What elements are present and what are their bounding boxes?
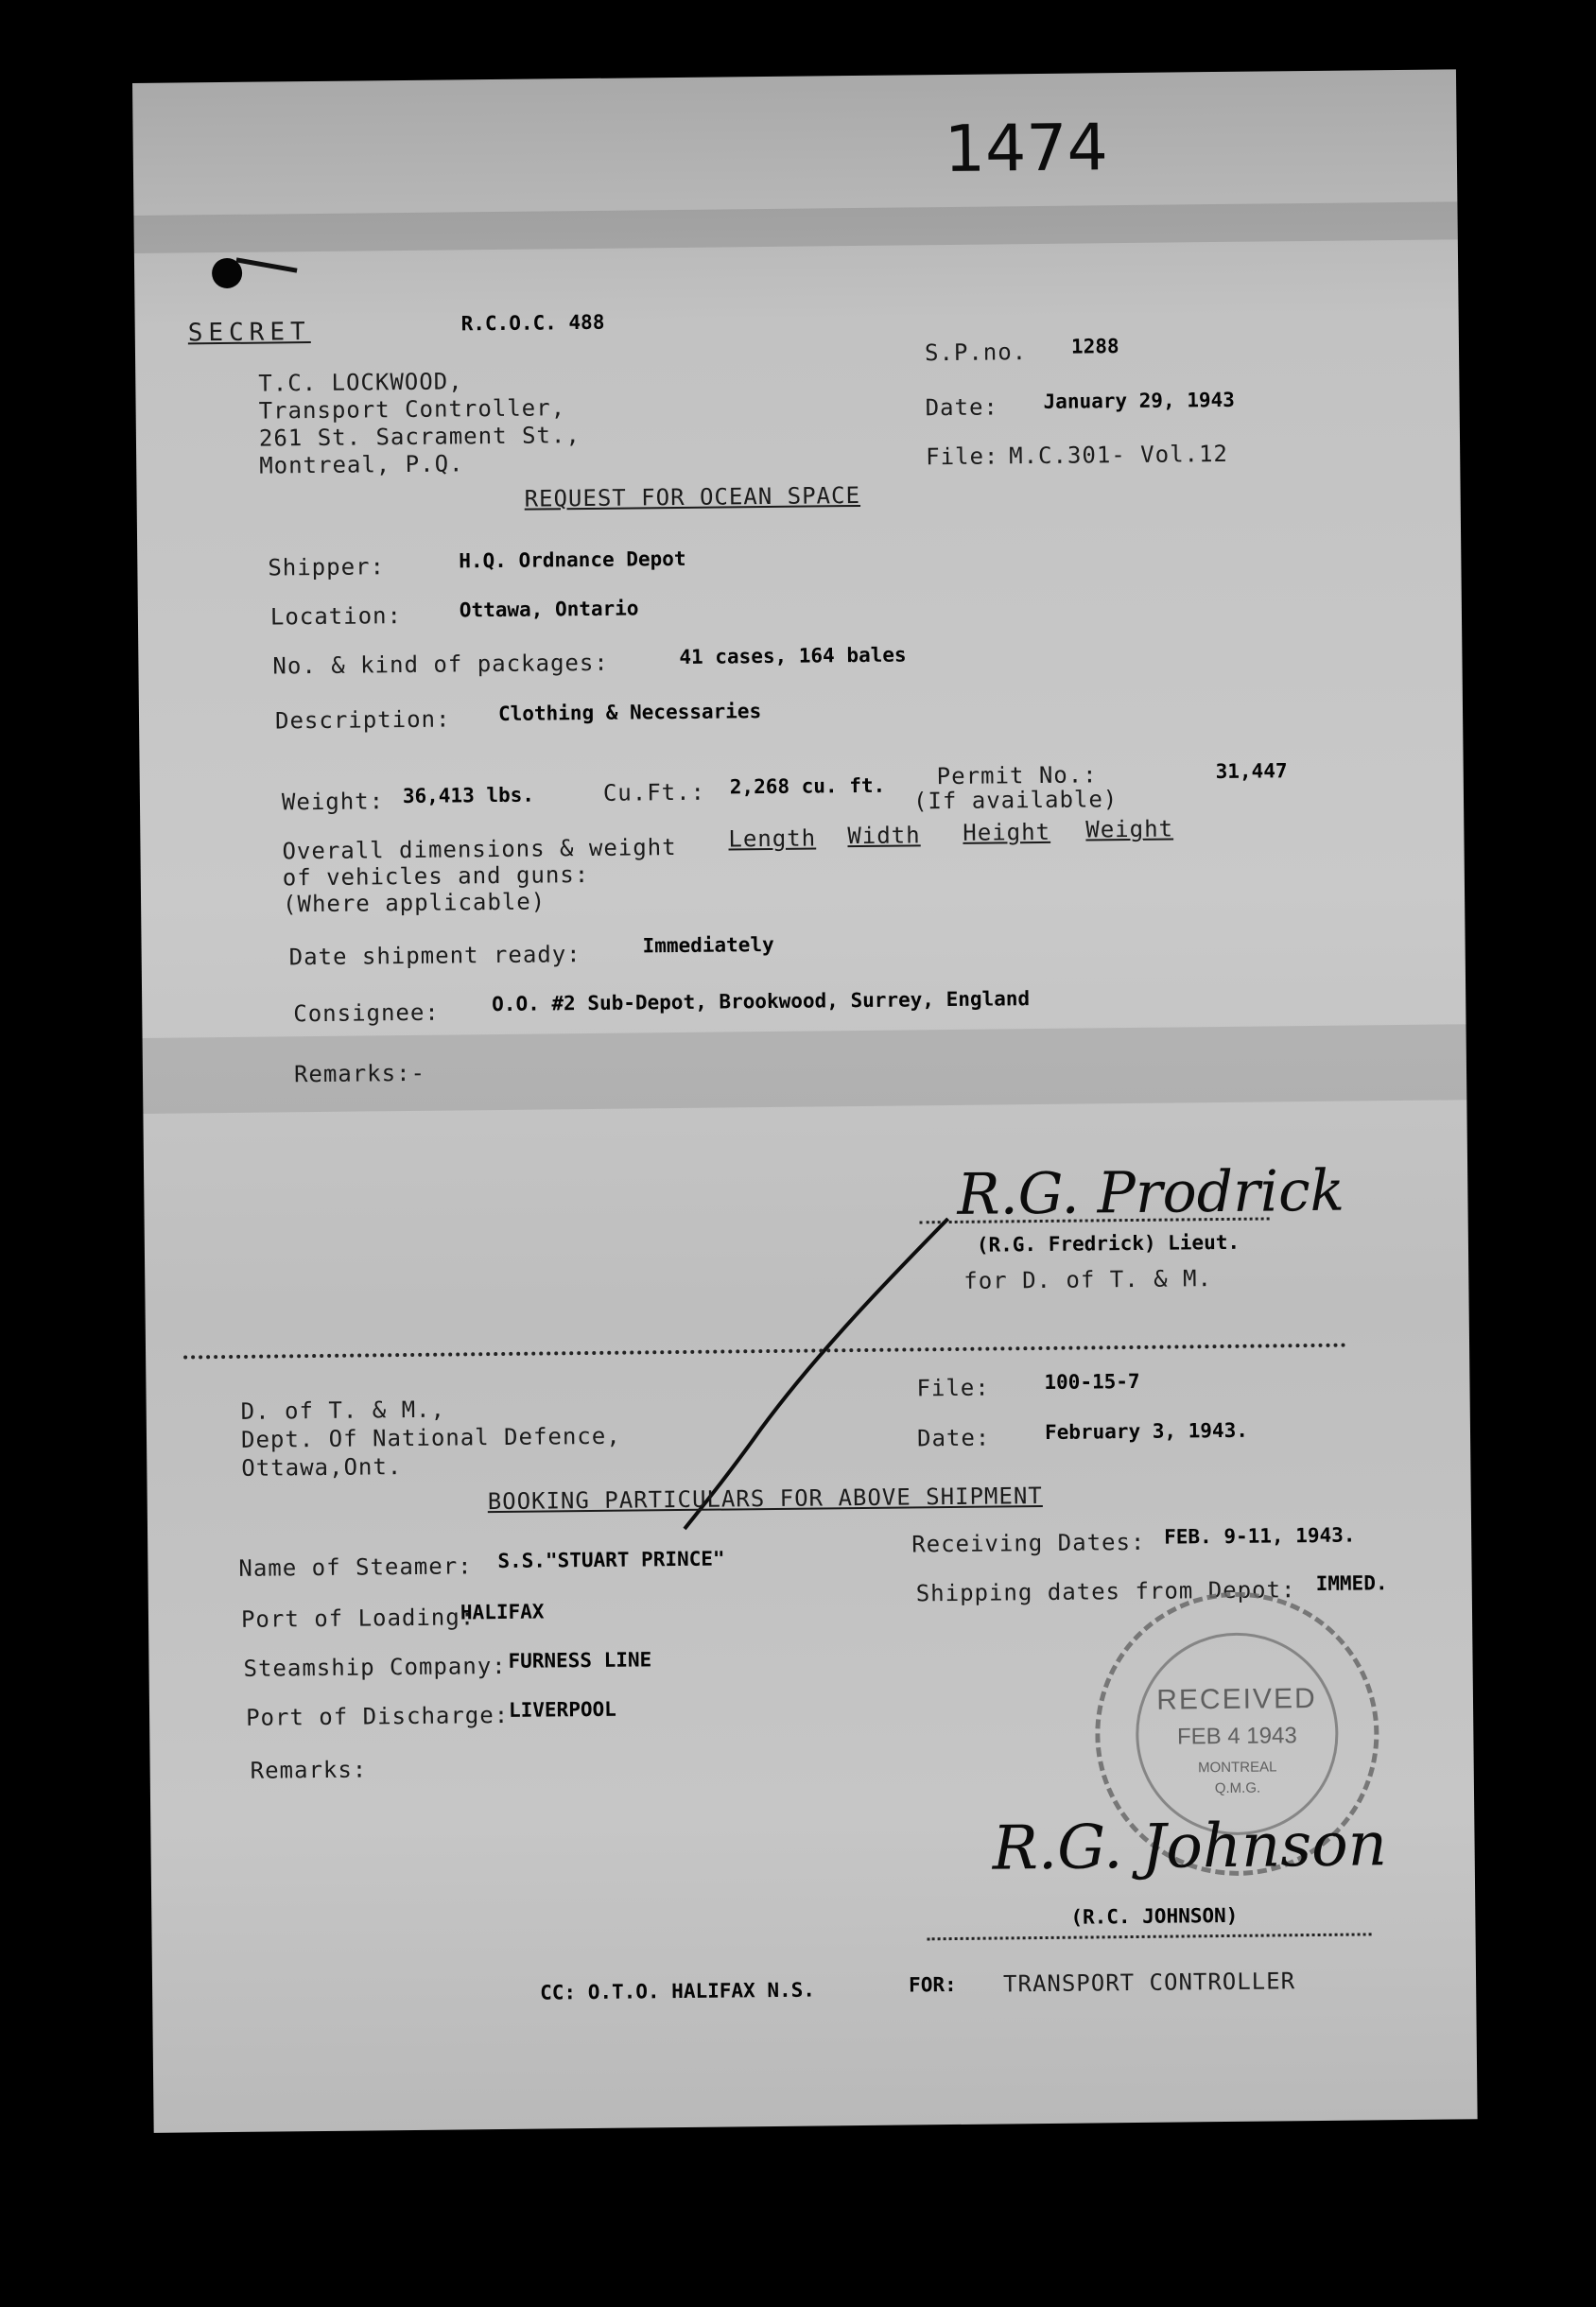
cc-line: CC: O.T.O. HALIFAX N.S. — [540, 1978, 816, 2004]
sender-name: T.C. LOCKWOOD, — [258, 368, 463, 397]
shipping-value: IMMED. — [1315, 1571, 1388, 1595]
stamp-word: RECEIVED — [1156, 1682, 1317, 1716]
ready-label: Date shipment ready: — [288, 941, 581, 971]
permit-label: Permit No.: — [936, 761, 1098, 790]
classification-label: SECRET — [187, 318, 311, 348]
discharge-value: LIVERPOOL — [508, 1697, 616, 1722]
dimension-col-weight: Weight — [1085, 815, 1174, 843]
page-number: 1474 — [944, 111, 1109, 188]
document-sheet — [132, 69, 1478, 2133]
booking-addressee-2: Dept. Of National Defence, — [240, 1422, 621, 1453]
packages-label: No. & kind of packages: — [272, 649, 609, 680]
booking-date-value: February 3, 1943. — [1044, 1418, 1249, 1444]
receiving-label: Receiving Dates: — [911, 1528, 1146, 1558]
signature-prodrick: R.G. Prodrick — [956, 1157, 1345, 1228]
loading-label: Port of Loading: — [240, 1604, 476, 1633]
dimension-col-width: Width — [847, 822, 921, 850]
steamer-value: S.S."STUART PRINCE" — [497, 1547, 725, 1573]
loading-value: HALIFAX — [460, 1600, 545, 1624]
file-label: File: — [926, 442, 999, 471]
packages-value: 41 cases, 164 bales — [679, 643, 907, 668]
description-label: Description: — [274, 705, 451, 735]
transport-controller-line: TRANSPORT CONTROLLER — [1002, 1968, 1296, 1998]
reference-code: R.C.O.C. 488 — [460, 310, 605, 336]
booking-addressee-1: D. of T. & M., — [240, 1396, 446, 1425]
dimension-col-height: Height — [963, 818, 1051, 846]
weight-value: 36,413 lbs. — [402, 783, 535, 808]
receiving-value: FEB. 9-11, 1943. — [1164, 1523, 1356, 1549]
request-title: REQUEST FOR OCEAN SPACE — [524, 481, 861, 512]
booking-date-label: Date: — [916, 1424, 991, 1452]
signature2-line — [928, 1933, 1372, 1940]
sender-city: Montreal, P.Q. — [259, 450, 464, 479]
for-label: FOR: — [908, 1972, 957, 1997]
booking-file-label: File: — [916, 1374, 990, 1402]
shipper-value: H.Q. Ordnance Depot — [459, 546, 686, 573]
stamp-line3: MONTREAL — [1197, 1759, 1277, 1777]
permit-note: (If available) — [912, 786, 1119, 815]
fold-shadow-top — [133, 201, 1457, 253]
permit-value: 31,447 — [1215, 759, 1288, 784]
company-label: Steamship Company: — [243, 1652, 507, 1682]
booking-remarks-label: Remarks: — [250, 1756, 368, 1784]
cuft-label: Cu.Ft.: — [602, 778, 706, 807]
steamer-label: Name of Steamer: — [238, 1552, 473, 1582]
signature1-typed-name: (R.G. Fredrick) Lieut. — [976, 1230, 1240, 1257]
cuft-value: 2,268 cu. ft. — [729, 773, 886, 799]
punch-hole-mark — [210, 252, 296, 309]
stamp-line4: Q.M.G. — [1214, 1779, 1261, 1797]
remarks-label: Remarks:- — [293, 1059, 426, 1088]
weight-label: Weight: — [281, 788, 385, 816]
signature1-for-line: for D. of T. & M. — [963, 1265, 1213, 1294]
ready-value: Immediately — [642, 932, 774, 958]
company-value: FURNESS LINE — [508, 1648, 652, 1673]
dimension-col-length: Length — [728, 824, 817, 853]
booking-file-value: 100-15-7 — [1044, 1369, 1140, 1394]
sp-no-value: 1288 — [1070, 335, 1119, 358]
dimensions-label-line2: of vehicles and guns: — [282, 860, 590, 892]
date-value: January 29, 1943 — [1043, 388, 1235, 413]
discharge-label: Port of Discharge: — [245, 1701, 510, 1731]
sender-title: Transport Controller, — [258, 394, 566, 425]
location-value: Ottawa, Ontario — [459, 597, 639, 622]
shipper-label: Shipper: — [268, 553, 386, 581]
shipping-label: Shipping dates from Depot: — [915, 1576, 1296, 1607]
signature-johnson: R.G. Johnson — [992, 1810, 1388, 1884]
dimensions-label-line1: Overall dimensions & weight — [282, 834, 677, 865]
description-value: Clothing & Necessaries — [497, 700, 762, 725]
location-label: Location: — [269, 602, 403, 631]
sender-street: 261 St. Sacrament St., — [258, 422, 581, 452]
signature2-typed-name: (R.C. JOHNSON) — [1070, 1903, 1239, 1929]
booking-addressee-3: Ottawa,Ont. — [241, 1453, 403, 1482]
booking-title: BOOKING PARTICULARS FOR ABOVE SHIPMENT — [487, 1483, 1043, 1516]
stamp-date: FEB 4 1943 — [1176, 1723, 1297, 1750]
consignee-value: O.O. #2 Sub-Depot, Brookwood, Surrey, England — [492, 987, 1031, 1016]
sp-no-label: S.P.no. — [924, 338, 1028, 367]
file-value: M.C.301- Vol.12 — [1009, 440, 1229, 470]
consignee-label: Consignee: — [293, 998, 440, 1028]
dimensions-label-line3: (Where applicable) — [282, 888, 546, 918]
date-label: Date: — [925, 393, 999, 422]
